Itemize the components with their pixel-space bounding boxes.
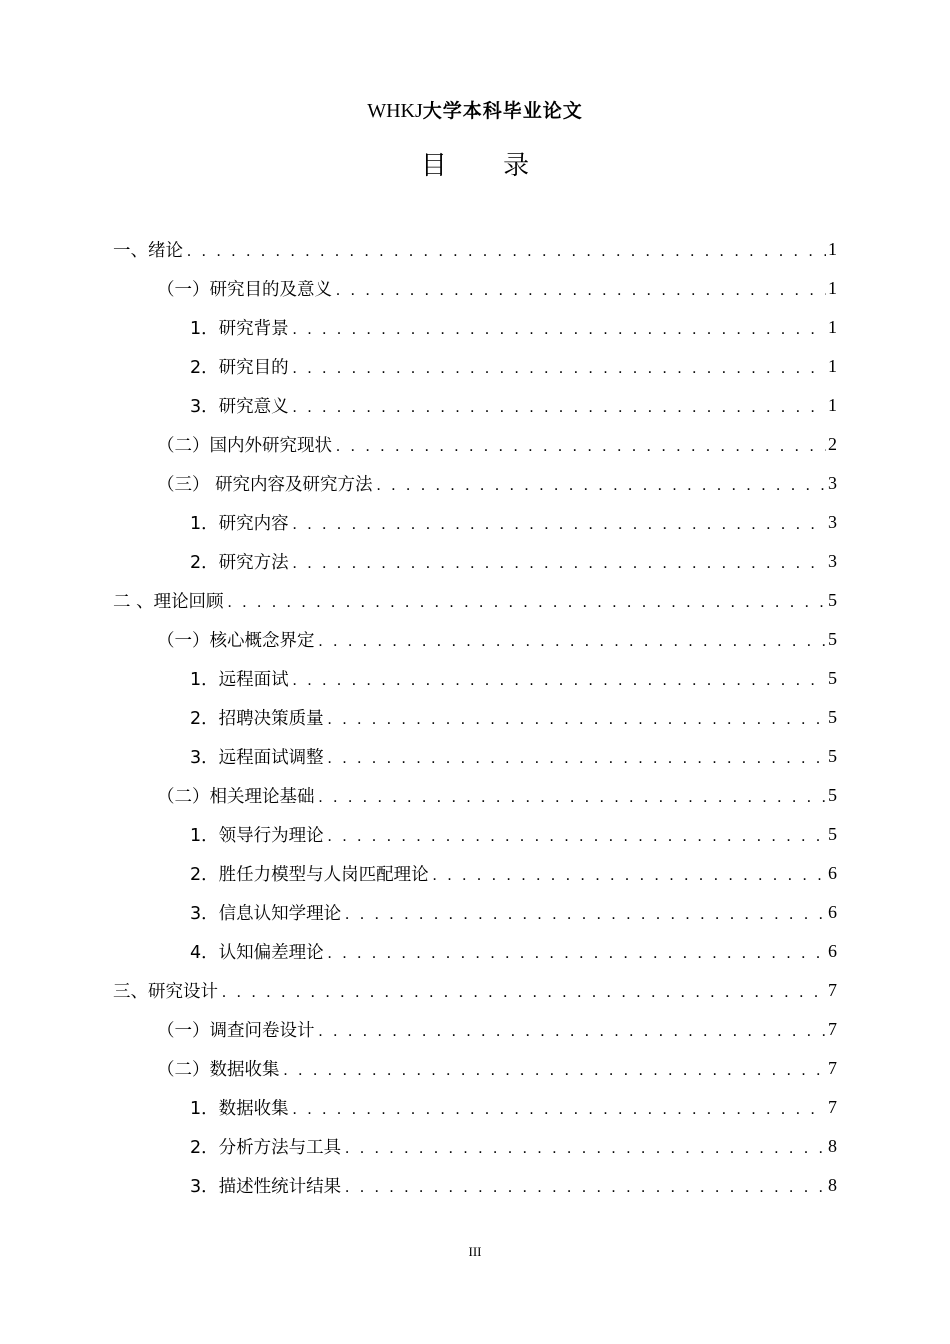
toc-leader-dots bbox=[377, 477, 826, 495]
toc-entry-label: 1．远程面试 bbox=[190, 670, 289, 690]
toc-leader-dots bbox=[328, 750, 826, 768]
toc-entry-label: 3．远程面试调整 bbox=[190, 748, 324, 768]
toc-leader-dots bbox=[319, 633, 827, 651]
toc-leader-dots bbox=[228, 594, 826, 612]
toc-entry[interactable] bbox=[190, 1088, 837, 1127]
toc-entry[interactable] bbox=[157, 620, 837, 659]
toc-entry-label: （一）调查问卷设计 bbox=[157, 1021, 315, 1041]
toc-entry-page: 5 bbox=[828, 785, 837, 805]
toc-entry-page: 1 bbox=[828, 278, 837, 298]
toc-entry-page: 5 bbox=[828, 668, 837, 688]
toc-entry-label: 二 、理论回顾 bbox=[113, 592, 224, 612]
toc-leader-dots bbox=[336, 282, 826, 300]
toc-entry-page: 6 bbox=[828, 941, 837, 961]
toc-leader-dots bbox=[293, 555, 826, 573]
toc-entry-page: 3 bbox=[828, 473, 837, 493]
toc-entry-page: 6 bbox=[828, 863, 837, 883]
toc-leader-dots bbox=[187, 243, 826, 261]
toc-entry-label: （一）核心概念界定 bbox=[157, 631, 315, 651]
toc-entry[interactable] bbox=[190, 1166, 837, 1205]
toc-entry[interactable] bbox=[113, 581, 837, 620]
toc-entry[interactable] bbox=[157, 464, 837, 503]
toc-entry-label: （二）数据收集 bbox=[157, 1060, 280, 1080]
toc-entry-page: 6 bbox=[828, 902, 837, 922]
toc-entry-label: 1．研究背景 bbox=[190, 319, 289, 339]
toc-leader-dots bbox=[328, 828, 826, 846]
toc-leader-dots bbox=[328, 945, 826, 963]
toc-entry-label: 3．信息认知学理论 bbox=[190, 904, 342, 924]
toc-leader-dots bbox=[345, 906, 826, 924]
page-number: III bbox=[468, 1244, 482, 1259]
toc-entry[interactable] bbox=[190, 698, 837, 737]
toc-entry-page: 2 bbox=[828, 434, 837, 454]
toc-entry[interactable] bbox=[157, 269, 837, 308]
toc-entry-label: 1．领导行为理论 bbox=[190, 826, 324, 846]
toc-entry[interactable] bbox=[157, 776, 837, 815]
toc-entry-label: （二）相关理论基础 bbox=[157, 787, 315, 807]
toc-leader-dots bbox=[345, 1179, 826, 1197]
toc-entry-label: 2．胜任力模型与人岗匹配理论 bbox=[190, 865, 429, 885]
toc-leader-dots bbox=[293, 321, 826, 339]
toc-entry[interactable] bbox=[190, 347, 837, 386]
toc-entry-label: 3．研究意义 bbox=[190, 397, 289, 417]
toc-entry-label: 1．研究内容 bbox=[190, 514, 289, 534]
toc-entry[interactable] bbox=[190, 308, 837, 347]
toc-entry[interactable] bbox=[190, 503, 837, 542]
toc-entry-label: 三、研究设计 bbox=[113, 982, 218, 1002]
toc-entry-label: 1．数据收集 bbox=[190, 1099, 289, 1119]
toc-entry-page: 1 bbox=[828, 317, 837, 337]
toc-leader-dots bbox=[293, 516, 826, 534]
toc-leader-dots bbox=[328, 711, 826, 729]
toc-entry-page: 5 bbox=[828, 590, 837, 610]
running-header bbox=[0, 96, 950, 123]
toc-entry-page: 1 bbox=[828, 356, 837, 376]
toc-entry[interactable] bbox=[190, 542, 837, 581]
toc-leader-dots bbox=[222, 984, 826, 1002]
header-cjk-text: 大学本科毕业论文 bbox=[422, 100, 583, 122]
toc-entry-page: 3 bbox=[828, 551, 837, 571]
header-latin-text: WHKJ bbox=[367, 100, 423, 122]
toc-leader-dots bbox=[319, 1023, 827, 1041]
toc-entry-label: 2．招聘决策质量 bbox=[190, 709, 324, 729]
toc-entry[interactable] bbox=[190, 854, 837, 893]
toc-entry-label: 2．研究目的 bbox=[190, 358, 289, 378]
toc-entry[interactable] bbox=[157, 1010, 837, 1049]
toc-title: 目 录 bbox=[420, 151, 554, 181]
toc-entry-page: 5 bbox=[828, 746, 837, 766]
toc-entry[interactable] bbox=[190, 386, 837, 425]
toc-entry-label: （二）国内外研究现状 bbox=[157, 436, 332, 456]
toc-entry[interactable] bbox=[190, 659, 837, 698]
toc-leader-dots bbox=[293, 399, 826, 417]
toc-entry-page: 5 bbox=[828, 629, 837, 649]
toc-entry-page: 5 bbox=[828, 707, 837, 727]
toc-entry-page: 5 bbox=[828, 824, 837, 844]
toc-entry-page: 8 bbox=[828, 1175, 837, 1195]
toc-entry-page: 7 bbox=[828, 1058, 837, 1078]
toc-leader-dots bbox=[345, 1140, 826, 1158]
toc-entry-label: 3．描述性统计结果 bbox=[190, 1177, 342, 1197]
toc-leader-dots bbox=[293, 672, 826, 690]
toc-entry[interactable] bbox=[113, 230, 837, 269]
toc-entry-page: 1 bbox=[828, 239, 837, 259]
toc-entry-label: （一）研究目的及意义 bbox=[157, 280, 332, 300]
toc-leader-dots bbox=[433, 867, 826, 885]
toc-entry[interactable] bbox=[190, 932, 837, 971]
toc-entry[interactable] bbox=[190, 737, 837, 776]
toc-entry[interactable] bbox=[190, 1127, 837, 1166]
toc-entry-label: 2．分析方法与工具 bbox=[190, 1138, 342, 1158]
toc-entry-page: 8 bbox=[828, 1136, 837, 1156]
toc-entry[interactable] bbox=[157, 425, 837, 464]
toc-leader-dots bbox=[319, 789, 827, 807]
toc-entry[interactable] bbox=[113, 971, 837, 1010]
toc-leader-dots bbox=[284, 1062, 827, 1080]
toc-entry-label: （三） 研究内容及研究方法 bbox=[157, 475, 373, 495]
toc-entry-page: 3 bbox=[828, 512, 837, 532]
toc-entry-page: 7 bbox=[828, 1097, 837, 1117]
toc-entry-label: 一、绪论 bbox=[113, 241, 183, 261]
toc-leader-dots bbox=[336, 438, 826, 456]
toc-entry-label: 4．认知偏差理论 bbox=[190, 943, 324, 963]
toc-entry[interactable] bbox=[190, 893, 837, 932]
toc-entry[interactable] bbox=[157, 1049, 837, 1088]
toc-leader-dots bbox=[293, 1101, 826, 1119]
toc-entry[interactable] bbox=[190, 815, 837, 854]
toc-entry-page: 7 bbox=[828, 1019, 837, 1039]
toc-entry-page: 1 bbox=[828, 395, 837, 415]
toc-leader-dots bbox=[293, 360, 826, 378]
toc-entry-label: 2．研究方法 bbox=[190, 553, 289, 573]
toc-entry-page: 7 bbox=[828, 980, 837, 1000]
